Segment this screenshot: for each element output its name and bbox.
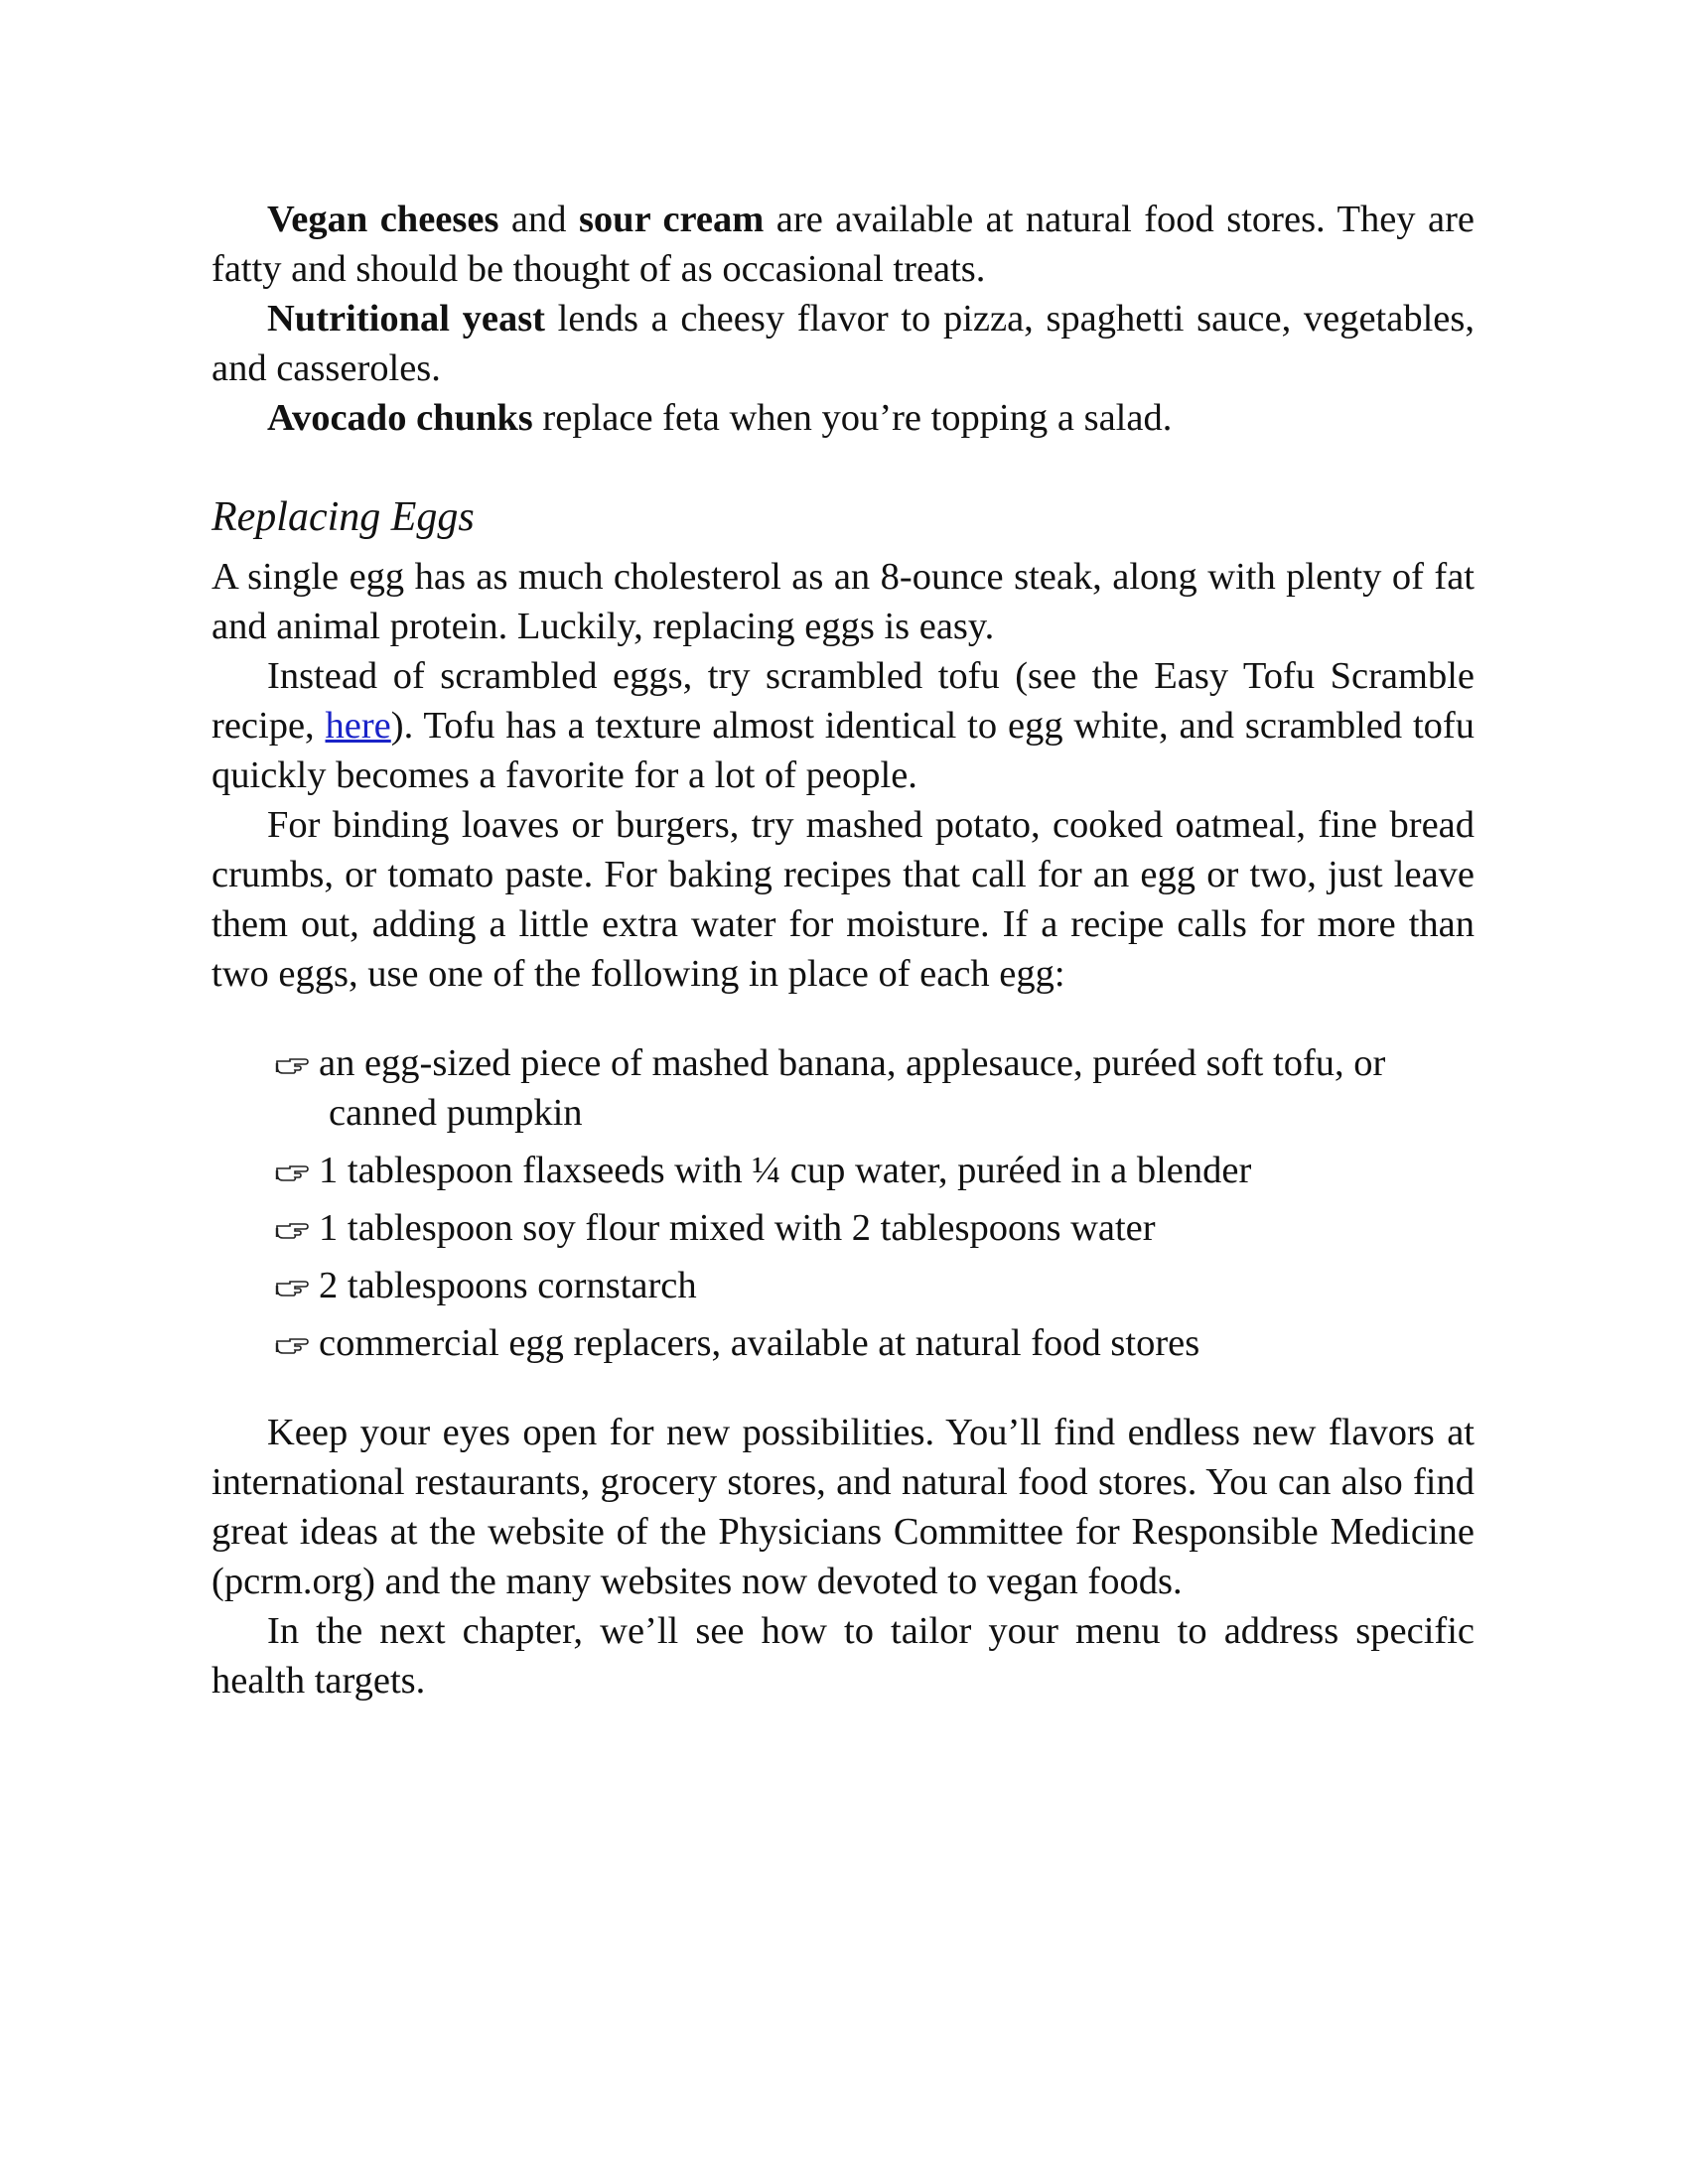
list-item (275, 1146, 1475, 1195)
term-vegan-cheeses: Vegan cheeses (267, 199, 499, 240)
list-item (275, 1318, 1475, 1368)
text-run: are available at natural food stores. They are fatty and should be thought of as occasional treats. (211, 199, 1475, 290)
pointing-hand-icon (275, 1217, 309, 1241)
paragraph-scrambled-tofu (211, 651, 1475, 800)
paragraph-nutritional-yeast (211, 294, 1475, 393)
pointing-hand-icon (275, 1052, 309, 1076)
list-item-text: 2 tablespoons cornstarch (319, 1265, 697, 1306)
text-run: lends a cheesy flavor to pizza, spaghetti sauce, vegetables, and casseroles. (211, 298, 1475, 389)
list-item (275, 1203, 1475, 1253)
term-nutritional-yeast: Nutritional yeast (267, 298, 545, 340)
section-heading: Replacing Eggs (211, 494, 475, 540)
paragraph-next-chapter: In the next chapter, we’ll see how to tailor your menu to address specific health targets. (211, 1610, 1475, 1702)
egg-replacer-list (211, 1038, 1475, 1368)
term-sour-cream: sour cream (578, 199, 765, 240)
list-item (275, 1261, 1475, 1310)
paragraph-binding: For binding loaves or burgers, try mashed potato, cooked oatmeal, fine bread crumbs, or tomato paste. For baking recipes that call for an egg or two, just leave them out, adding a little extra water for moisture. If a recipe calls for more than two eggs, use one of the following in place of each egg: (211, 804, 1475, 995)
text-run: and (498, 199, 579, 240)
paragraph-avocado-chunks (211, 393, 1475, 443)
list-item-text: commercial egg replacers, available at natural food stores (319, 1322, 1200, 1364)
paragraph-vegan-cheeses (211, 195, 1475, 294)
text-run: ). Tofu has a texture almost identical to egg white, and scrambled tofu quickly becomes a favorite for a lot of people. (211, 705, 1475, 796)
list-item-text: an egg-sized piece of mashed banana, applesauce, puréed soft tofu, or canned pumpkin (319, 1042, 1386, 1134)
text-run: Instead of scrambled eggs, try scrambled tofu (see the Easy Tofu Scramble recipe, (211, 655, 1475, 747)
paragraph-possibilities: Keep your eyes open for new possibilities. You’ll find endless new flavors at international restaurants, grocery stores, and natural food stores. You can also find great ideas at the website of the Physicians Committee for Responsible Medicine (pcrm.org) and the many websites now devoted to vegan foods. (211, 1412, 1475, 1602)
pointing-hand-icon (275, 1275, 309, 1298)
list-item (275, 1038, 1475, 1138)
list-item-text: 1 tablespoon soy flour mixed with 2 tablespoons water (319, 1207, 1156, 1249)
text-run: replace feta when you’re topping a salad. (532, 397, 1173, 439)
list-item-text: 1 tablespoon flaxseeds with ¼ cup water, puréed in a blender (319, 1150, 1252, 1191)
page-content (211, 195, 1475, 1706)
paragraph-egg-cholesterol: A single egg has as much cholesterol as an 8-ounce steak, along with plenty of fat and animal protein. Luckily, replacing eggs is easy. (211, 556, 1475, 647)
pointing-hand-icon (275, 1160, 309, 1183)
term-avocado-chunks: Avocado chunks (267, 397, 533, 439)
pointing-hand-icon (275, 1332, 309, 1356)
recipe-link[interactable]: here (325, 705, 391, 747)
